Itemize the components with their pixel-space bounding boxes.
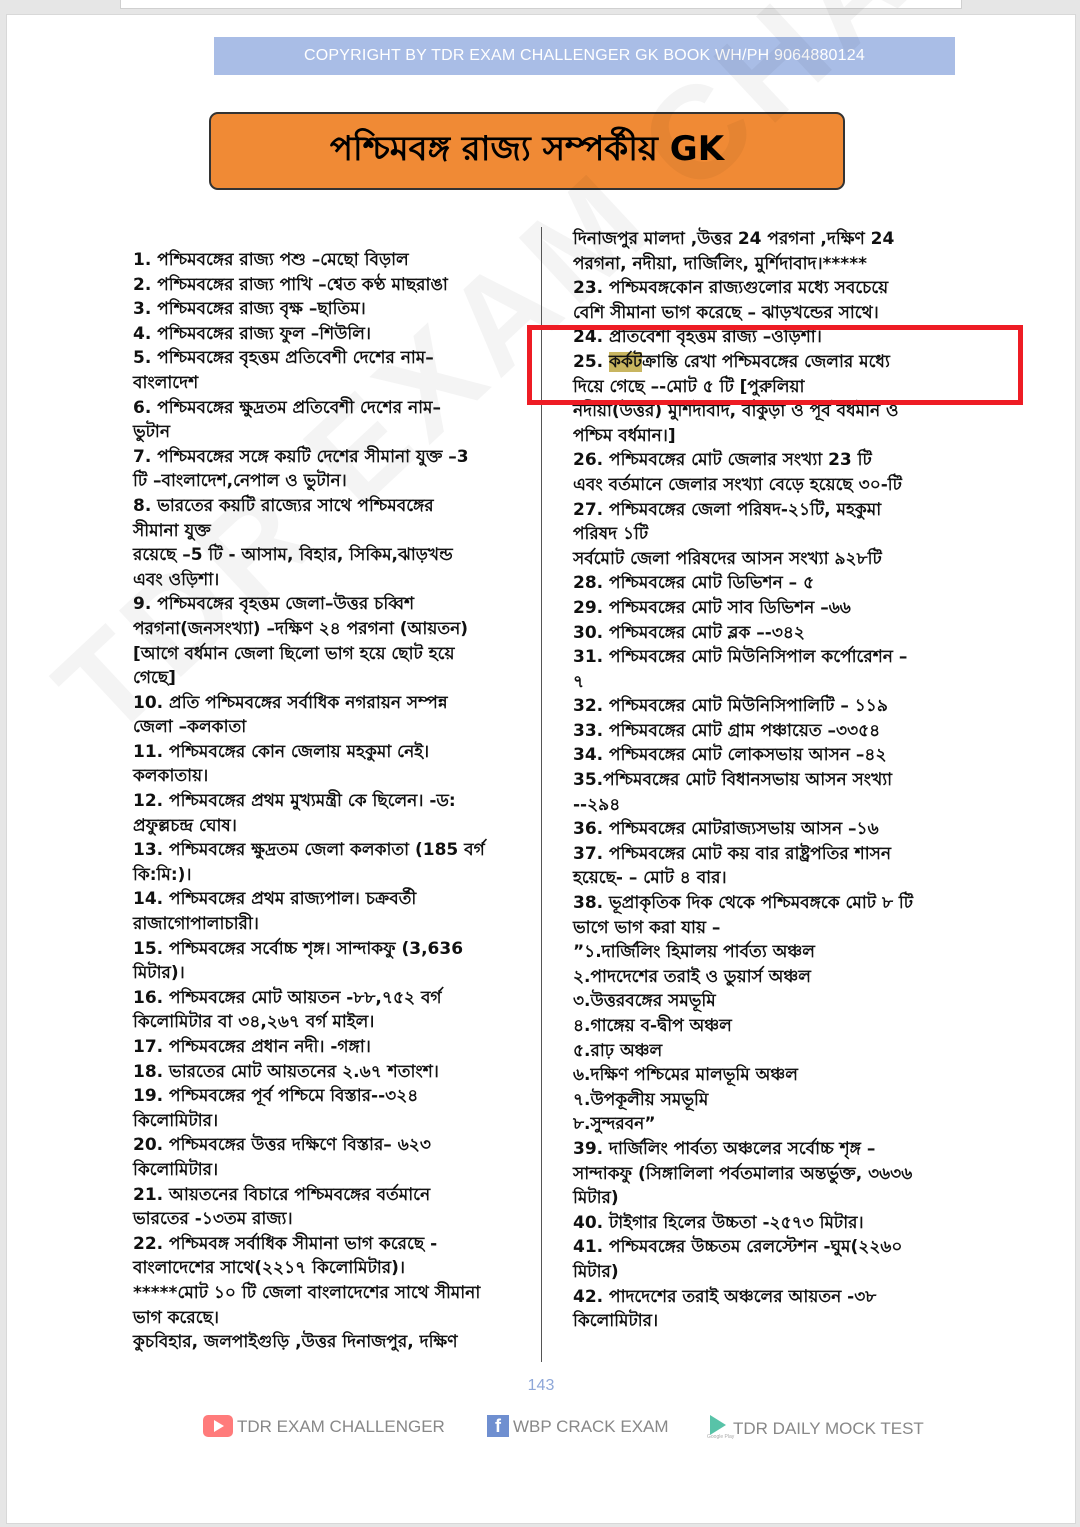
page-number: 143 (527, 1377, 555, 1394)
text-line: 21. আয়তনের বিচারে পশ্চিমবঙ্গের বর্তমানে (133, 1184, 431, 1205)
text-line: ৪.গাঙ্গেয় ব-দ্বীপ অঞ্চল (573, 1016, 732, 1036)
document-page (6, 14, 1076, 1524)
text-line: সীমানা যুক্ত (133, 520, 211, 541)
text-line: পরগনা, নদীয়া, দার্জিলিং, মুর্শিদাবাদ।***** (573, 253, 867, 274)
text-line: ৬.দক্ষিণ পশ্চিমের মালভূমি অঞ্চল (573, 1065, 798, 1086)
text-line: 38. ভূপ্রাকৃতিক দিক থেকে পশ্চিমবঙ্গকে মোট ৮ টি (573, 893, 914, 914)
text-line: 27. পশ্চিমবঙ্গের জেলা পরিষদ-২১টি, মহকুমা (573, 499, 882, 520)
youtube-icon (203, 1415, 233, 1437)
text-line: 20. পশ্চিমবঙ্গের উত্তর দক্ষিণে বিস্তার– ৬২৩ (133, 1135, 431, 1156)
text-line: --২৯৪ (573, 794, 621, 815)
text-line: 37. পশ্চিমবঙ্গের মোট কয় বার রাষ্ট্রপতির শাসন (573, 843, 892, 864)
text-line: কিলোমিটার। (573, 1311, 659, 1332)
text-line: 42. পাদদেশের তরাই অঞ্চলের আয়তন -৩৮ (573, 1286, 877, 1307)
text-line: 17. পশ্চিমবঙ্গের প্রধান নদী। -গঙ্গা। (133, 1037, 371, 1057)
text-line: 30. পশ্চিমবঙ্গের মোট ব্লক –-৩৪২ (573, 622, 805, 643)
text-line: 14. পশ্চিমবঙ্গের প্রথম রাজ্যপাল। চক্রবর্তী (133, 889, 417, 910)
highlight-annotation-box (527, 325, 1023, 405)
text-line: *****মোট ১০ টি জেলা বাংলাদেশের সাথে সীমানা (133, 1282, 481, 1303)
text-line: 4. পশ্চিমবঙ্গের রাজ্য ফুল –শিউলি। (133, 323, 371, 344)
text-line: দিনাজপুর মালদা ,উত্তর 24 পরগনা ,দক্ষিণ 24 (573, 229, 895, 249)
playstore-label: TDR DAILY MOCK TEST (733, 1419, 924, 1438)
text-line: 11. পশ্চিমবঙ্গের কোন জেলায় মহকুমা নেই। (133, 741, 430, 762)
text-line: কলকাতায়। (133, 766, 209, 787)
text-line: 32. পশ্চিমবঙ্গের মোট মিউনিসিপালিটি – ১১৯ (573, 696, 888, 717)
facebook-label: WBP CRACK EXAM (513, 1417, 669, 1436)
text-line: কিলোমিটার। (133, 1110, 219, 1131)
text-line: রাজাগোপালাচারী। (133, 914, 259, 935)
text-line: 26. পশ্চিমবঙ্গের মোট জেলার সংখ্যা 23 টি (573, 450, 872, 471)
text-line: বাংলাদেশের সাথে(২২১৭ কিলোমিটার)। (133, 1258, 405, 1279)
text-line: ৭.উপকূলীয় সমভূমি (573, 1089, 709, 1110)
text-line: 24. প্রতিবেশী বৃহত্তম রাজ্য –ওড়িশা। (573, 327, 822, 348)
text-line: দিয়ে গেছে –-মোট ৫ টি [পুরুলিয়া (573, 376, 805, 397)
text-line: 18. ভারতের মোট আয়তনের ২.৬৭ শতাংশ। (133, 1061, 439, 1082)
youtube-link[interactable] (203, 1415, 445, 1437)
text-line: বেশি সীমানা ভাগ করেছে – ঝাড়খন্ডের সাথে। (573, 302, 879, 323)
facebook-link[interactable] (487, 1415, 669, 1437)
text-line: 33. পশ্চিমবঙ্গের মোট গ্রাম পঞ্চায়েত –৩৩৫৪ (573, 720, 881, 741)
text-line: এবং বর্তমানে জেলার সংখ্যা বেড়ে হয়েছে ৩০-টি (573, 474, 902, 495)
text-line: 35.পশ্চিমবঙ্গের মোট বিধানসভায় আসন সংখ্যা (573, 770, 893, 791)
text-line: হয়েছে- – মোট ৪ বার। (573, 868, 727, 889)
text-line: নদীয়া(উত্তর) মুর্শিদাবাদ, বাঁকুড়া ও পূর্ব বর্ধমান ও (573, 401, 899, 422)
text-line: 25. কর্কটক্রান্তি রেখা পশ্চিমবঙ্গের জেলার মধ্যে (573, 351, 890, 372)
text-line: রয়েছে –5 টি - আসাম, বিহার, সিকিম,ঝাড়খন্ড (133, 545, 453, 566)
playstore-link[interactable] (707, 1415, 924, 1439)
text-line: জেলা –কলকাতা (133, 717, 247, 738)
text-line: ভাগ করেছে। (133, 1307, 219, 1328)
text-line: 10. প্রতি পশ্চিমবঙ্গের সর্বাধিক নগরায়ন সম্পন্ন (133, 692, 448, 713)
text-line: মিটার) (573, 1261, 619, 1282)
text-line: 2. পশ্চিমবঙ্গের রাজ্য পাখি –শ্বেত কণ্ঠ মাছরাঙা (133, 274, 448, 295)
text-line: কুচবিহার, জলপাইগুড়ি ,উত্তর দিনাজপুর, দক্ষিণ (133, 1332, 458, 1353)
text-line: ৭ (573, 671, 585, 692)
text-line: মিটার) (573, 1188, 619, 1209)
text-line: 41. পশ্চিমবঙ্গের উচ্চতম রেলস্টেশন -ঘুম(২২৬০ (573, 1237, 903, 1258)
text-line: গেছে] (133, 668, 176, 689)
copyright-banner: COPYRIGHT BY TDR EXAM CHALLENGER GK BOOK WH/PH 9064880124 (214, 37, 955, 75)
top-edge-strip (120, 0, 962, 9)
text-line: 36. পশ্চিমবঙ্গের মোটরাজ্যসভায় আসন –১৬ (573, 819, 879, 840)
text-line: 7. পশ্চিমবঙ্গের সঙ্গে কয়টি দেশের সীমানা যুক্ত –3 (133, 446, 469, 467)
text-line: পরিষদ ১টি (573, 524, 649, 545)
text-line: 31. পশ্চিমবঙ্গের মোট মিউনিসিপাল কর্পোরেশন – (573, 647, 908, 668)
text-line: 9. পশ্চিমবঙ্গের বৃহত্তম জেলা–উত্তর চব্বিশ (133, 594, 415, 615)
text-line: 39. দার্জিলিং পার্বত্য অঞ্চলের সর্বোচ্চ শৃঙ্গ – (573, 1138, 876, 1159)
text-line: 40. টাইগার হিলের উচ্চতা -২৫৭৩ মিটার। (573, 1212, 864, 1233)
facebook-icon: f (487, 1415, 509, 1437)
highlighted-word: কর্কট (609, 351, 643, 372)
text-line: 23. পশ্চিমবঙ্গকোন রাজ্যগুলোর মধ্যে সবচেয়ে (573, 278, 889, 299)
text-line: ৫.রাঢ় অঞ্চল (573, 1040, 663, 1061)
left-column (133, 248, 518, 1355)
text-line: ভাগে ভাগ করা যায় – (573, 917, 721, 938)
text-line: ৮.সুন্দরবন” (573, 1114, 656, 1135)
text-line: পশ্চিম বর্ধমান।] (573, 425, 676, 446)
text-line: 19. পশ্চিমবঙ্গের পূর্ব পশ্চিমে বিস্তার--৩২৪ (133, 1086, 419, 1107)
text-line: ৩.উত্তরবঙ্গের সমভূমি (573, 991, 716, 1012)
text-line: ২.পাদদেশের তরাই ও ডুয়ার্স অঞ্চল (573, 966, 811, 987)
google-play-icon (707, 1415, 735, 1440)
text-line: 15. পশ্চিমবঙ্গের সর্বোচ্চ শৃঙ্গ। সান্দাকফু (3,636 (133, 938, 464, 959)
text-line: টি –বাংলাদেশ,নেপাল ও ভুটান। (133, 471, 347, 492)
text-line: 6. পশ্চিমবঙ্গের ক্ষুদ্রতম প্রতিবেশী দেশের নাম– (133, 397, 441, 418)
text-line: কি:মি:)। (133, 864, 192, 885)
text-line: 28. পশ্চিমবঙ্গের মোট ডিভিশন – ৫ (573, 573, 815, 594)
youtube-label: TDR EXAM CHALLENGER (237, 1417, 445, 1436)
text-line: 29. পশ্চিমবঙ্গের মোট সাব ডিভিশন –৬৬ (573, 597, 851, 618)
text-line: 34. পশ্চিমবঙ্গের মোট লোকসভায় আসন –৪২ (573, 745, 887, 766)
text-line: 1. পশ্চিমবঙ্গের রাজ্য পশু –মেছো বিড়াল (133, 250, 409, 270)
text-line: 8. ভারতের কয়টি রাজ্যের সাথে পশ্চিমবঙ্গের (133, 495, 434, 516)
text-line: 22. পশ্চিমবঙ্গ সর্বাধিক সীমানা ভাগ করেছে - (133, 1233, 438, 1254)
text-line: 5. পশ্চিমবঙ্গের বৃহত্তম প্রতিবেশী দেশের নাম– (133, 348, 434, 369)
text-line: সান্দাকফু (সিঙ্গালিলা পর্বতমালার অন্তর্ভুক্ত, ৩৬৩৬ (573, 1163, 913, 1184)
text-line: 12. পশ্চিমবঙ্গের প্রথম মুখ্যমন্ত্রী কে ছিলেন। -ড: (133, 791, 456, 812)
text-line: 3. পশ্চিমবঙ্গের রাজ্য বৃক্ষ –ছাতিম। (133, 299, 366, 320)
text-line: পরগনা(জনসংখ্যা) –দক্ষিণ ২৪ পরগনা (আয়তন) (133, 618, 469, 639)
text-line: প্রফুল্লচন্দ্র ঘোষ। (133, 815, 237, 836)
text-line: বাংলাদেশ (133, 372, 199, 393)
text-line: কিলোমিটার বা ৩৪,২৬৭ বর্গ মাইল। (133, 1012, 375, 1033)
page-title: পশ্চিমবঙ্গ রাজ্য সম্পর্কীয় GK (209, 112, 845, 190)
google-play-sublabel: Google Play (707, 1434, 735, 1440)
text-line: ভুটান (133, 422, 171, 443)
text-line: 13. পশ্চিমবঙ্গের ক্ষুদ্রতম জেলা কলকাতা (185 বর্গ (133, 840, 485, 861)
text-line: মিটার)। (133, 963, 185, 984)
text-line: সর্বমোট জেলা পরিষদের আসন সংখ্যা ৯২৮টি (573, 548, 882, 569)
text-line: এবং ওড়িশা। (133, 569, 220, 590)
text-line: ”১.দার্জিলিং হিমালয় পার্বত্য অঞ্চল (573, 942, 815, 963)
text-line: 16. পশ্চিমবঙ্গের মোট আয়তন -৮৮,৭৫২ বর্গ (133, 987, 442, 1008)
text-line: কিলোমিটার। (133, 1159, 219, 1180)
text-line: [আগে বর্ধমান জেলা ছিলো ভাগ হয়ে ছোট হয়ে (133, 643, 455, 664)
text-line: ভারতের -১৩তম রাজ্য। (133, 1209, 293, 1230)
